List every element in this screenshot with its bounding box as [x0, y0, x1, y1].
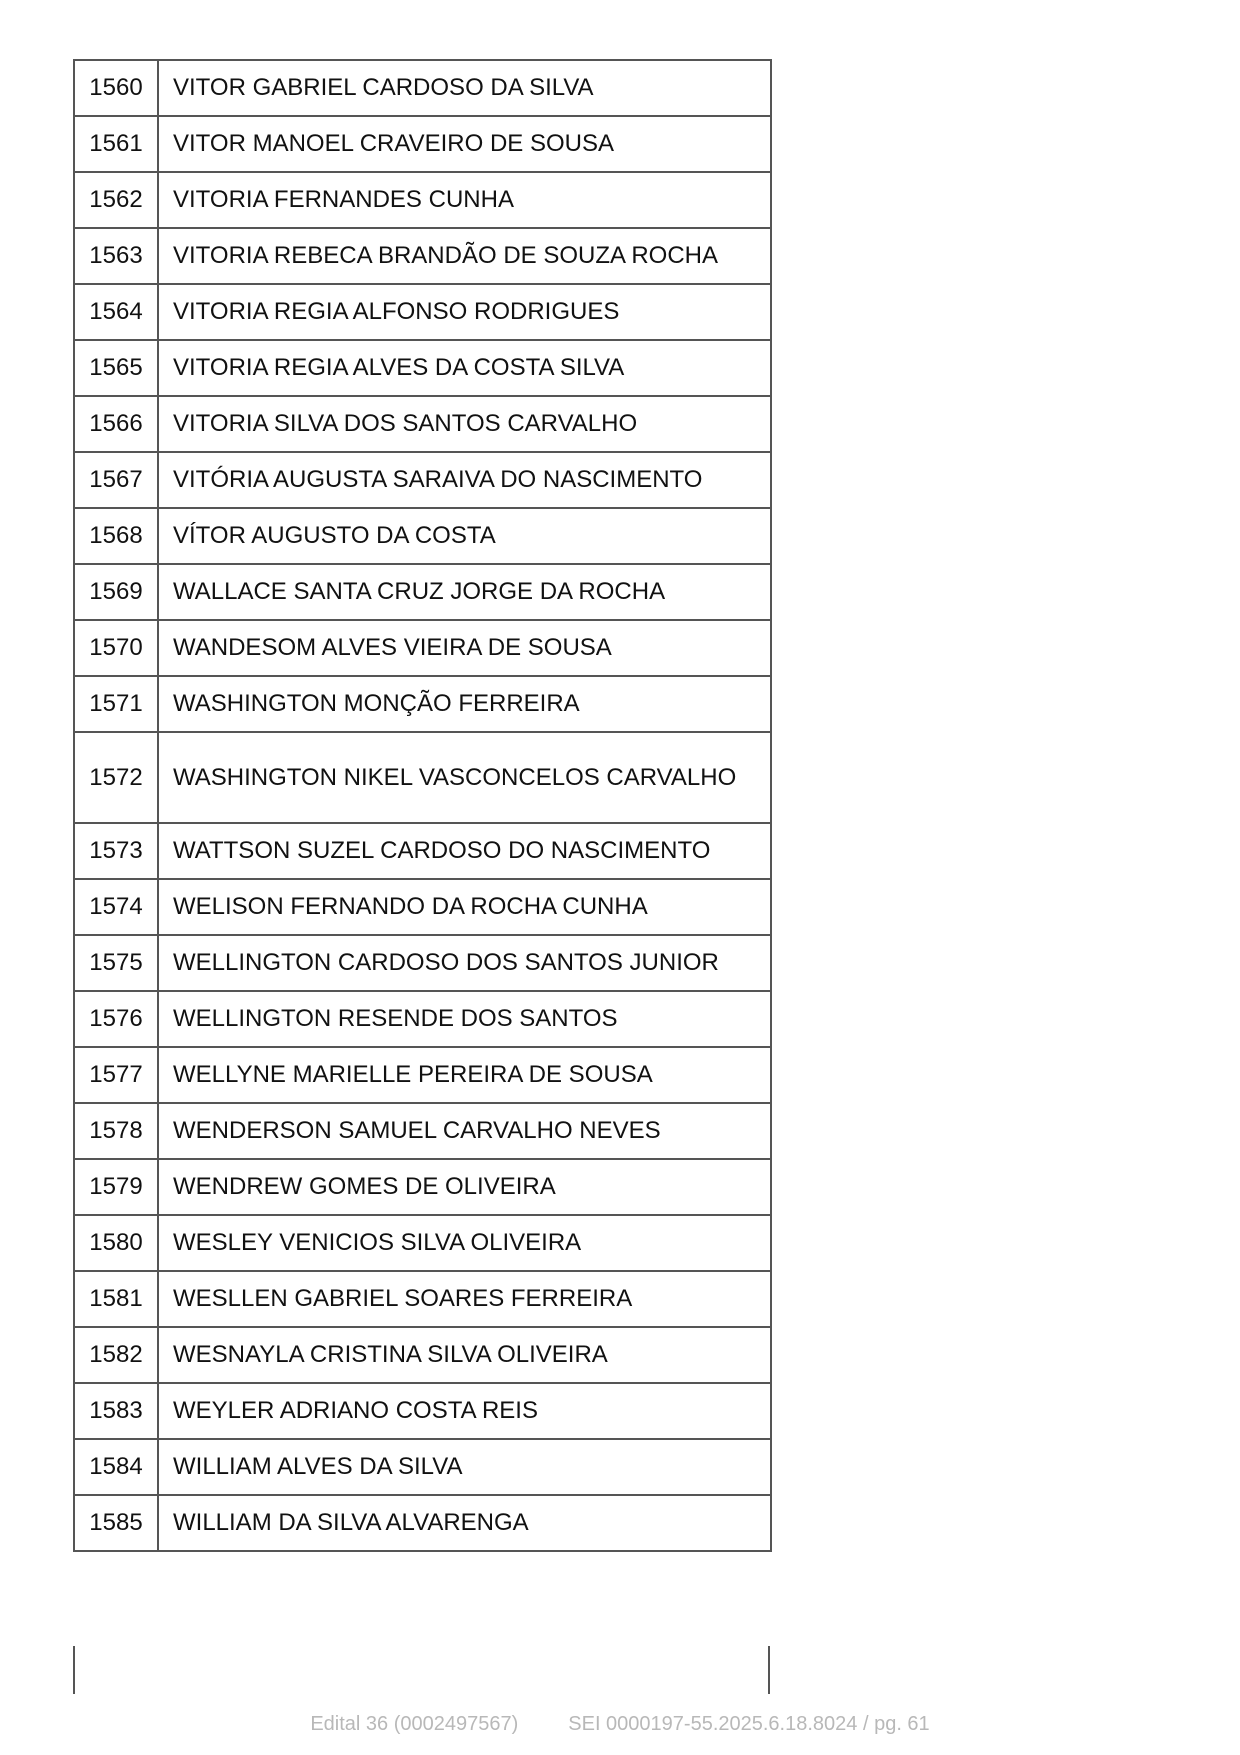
- table-row: [74, 879, 771, 935]
- row-name: VITORIA FERNANDES CUNHA: [158, 172, 771, 228]
- page-footer: [0, 1713, 1240, 1736]
- row-name: WELLINGTON CARDOSO DOS SANTOS JUNIOR: [158, 935, 771, 991]
- row-number: 1562: [74, 172, 158, 228]
- table-row: [74, 1383, 771, 1439]
- names-table: [73, 59, 772, 1552]
- row-number: 1572: [74, 732, 158, 823]
- table-row: [74, 60, 771, 116]
- table-row: [74, 991, 771, 1047]
- row-name: WESLLEN GABRIEL SOARES FERREIRA: [158, 1271, 771, 1327]
- table-row: [74, 116, 771, 172]
- row-name: VITORIA REGIA ALVES DA COSTA SILVA: [158, 340, 771, 396]
- row-name: WILLIAM ALVES DA SILVA: [158, 1439, 771, 1495]
- table-row: [74, 1215, 771, 1271]
- table-row: [74, 284, 771, 340]
- row-number: 1583: [74, 1383, 158, 1439]
- row-number: 1576: [74, 991, 158, 1047]
- row-name: WESLEY VENICIOS SILVA OLIVEIRA: [158, 1215, 771, 1271]
- row-name: WILLIAM DA SILVA ALVARENGA: [158, 1495, 771, 1551]
- row-name: VITÓRIA AUGUSTA SARAIVA DO NASCIMENTO: [158, 452, 771, 508]
- table-row: [74, 1047, 771, 1103]
- table-row: [74, 620, 771, 676]
- row-name: VITORIA REBECA BRANDÃO DE SOUZA ROCHA: [158, 228, 771, 284]
- row-name: WENDERSON SAMUEL CARVALHO NEVES: [158, 1103, 771, 1159]
- table-row: [74, 228, 771, 284]
- row-number: 1567: [74, 452, 158, 508]
- row-number: 1585: [74, 1495, 158, 1551]
- row-number: 1563: [74, 228, 158, 284]
- row-number: 1568: [74, 508, 158, 564]
- row-number: 1574: [74, 879, 158, 935]
- row-name: WASHINGTON MONÇÃO FERREIRA: [158, 676, 771, 732]
- table-row: [74, 1327, 771, 1383]
- table-row: [74, 823, 771, 879]
- row-name: WELLINGTON RESENDE DOS SANTOS: [158, 991, 771, 1047]
- table-row: [74, 1271, 771, 1327]
- row-number: 1575: [74, 935, 158, 991]
- row-number: 1566: [74, 396, 158, 452]
- row-name: WALLACE SANTA CRUZ JORGE DA ROCHA: [158, 564, 771, 620]
- row-number: 1560: [74, 60, 158, 116]
- row-name: WASHINGTON NIKEL VASCONCELOS CARVALHO: [158, 732, 771, 823]
- row-name: WESNAYLA CRISTINA SILVA OLIVEIRA: [158, 1327, 771, 1383]
- row-name: WATTSON SUZEL CARDOSO DO NASCIMENTO: [158, 823, 771, 879]
- row-number: 1564: [74, 284, 158, 340]
- table-row: [74, 396, 771, 452]
- table-row: [74, 452, 771, 508]
- table-row: [74, 508, 771, 564]
- row-name: VITOR GABRIEL CARDOSO DA SILVA: [158, 60, 771, 116]
- row-number: 1571: [74, 676, 158, 732]
- row-number: 1570: [74, 620, 158, 676]
- row-number: 1577: [74, 1047, 158, 1103]
- row-name: WEYLER ADRIANO COSTA REIS: [158, 1383, 771, 1439]
- row-number: 1584: [74, 1439, 158, 1495]
- table-row: [74, 172, 771, 228]
- table-row: [74, 935, 771, 991]
- row-name: WANDESOM ALVES VIEIRA DE SOUSA: [158, 620, 771, 676]
- table-row: [74, 676, 771, 732]
- row-number: 1579: [74, 1159, 158, 1215]
- row-number: 1582: [74, 1327, 158, 1383]
- document-reference: Edital 36 (0002497567): [310, 1713, 519, 1735]
- names-table-container: [73, 59, 770, 1552]
- row-name: WELLYNE MARIELLE PEREIRA DE SOUSA: [158, 1047, 771, 1103]
- row-name: VITOR MANOEL CRAVEIRO DE SOUSA: [158, 116, 771, 172]
- row-number: 1565: [74, 340, 158, 396]
- table-row: [74, 1495, 771, 1551]
- row-number: 1580: [74, 1215, 158, 1271]
- row-number: 1578: [74, 1103, 158, 1159]
- row-name: WELISON FERNANDO DA ROCHA CUNHA: [158, 879, 771, 935]
- row-name: WENDREW GOMES DE OLIVEIRA: [158, 1159, 771, 1215]
- row-name: VITORIA REGIA ALFONSO RODRIGUES: [158, 284, 771, 340]
- sei-page-reference: SEI 0000197-55.2025.6.18.8024 / pg. 61: [568, 1713, 930, 1735]
- row-number: 1561: [74, 116, 158, 172]
- table-row: [74, 732, 771, 823]
- table-row: [74, 1159, 771, 1215]
- table-row: [74, 1439, 771, 1495]
- table-continuation: [73, 1646, 770, 1694]
- table-row: [74, 1103, 771, 1159]
- row-number: 1569: [74, 564, 158, 620]
- row-number: 1581: [74, 1271, 158, 1327]
- row-name: VÍTOR AUGUSTO DA COSTA: [158, 508, 771, 564]
- table-row: [74, 564, 771, 620]
- row-number: 1573: [74, 823, 158, 879]
- table-row: [74, 340, 771, 396]
- row-name: VITORIA SILVA DOS SANTOS CARVALHO: [158, 396, 771, 452]
